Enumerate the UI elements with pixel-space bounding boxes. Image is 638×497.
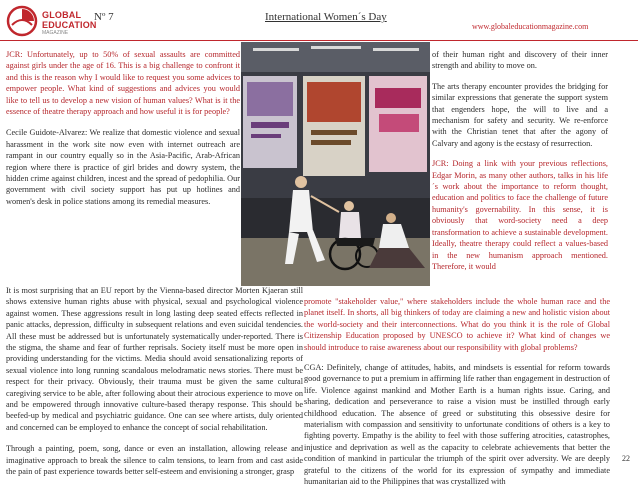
logo-line-magazine: MAGAZINE bbox=[42, 30, 69, 36]
logo-wordmark bbox=[42, 11, 97, 36]
left-column bbox=[6, 49, 240, 217]
header-divider bbox=[0, 40, 638, 41]
body-paragraph: It is most surprising that an EU report by the Vienna-based director Morten Kjaeran still shows extensive human rights abuse with physical, sexual and psychological violence against women. These aggressions result in long lasting deep seated effects reflected in panic attacks, depression, difficulty in subsequent relations and even suicidal tendencies. All these must be addressed but is unfortunately systematically under-reported. There is the stigma, the shame and fear of further reprisals. Society itself must be more open in providing understanding for the victims. Media should avoid sensationalizing reports of sexual violence into long running scandalous melodramatic news stories. There must be respect for their privacy. Obviously, their trauma must be given the same cultural caregiving service to be able, after following about their atrocious experience to move on and be empowered through innovative culture-based therapy response. This should be beefed-up by medical and psychiatric guidance. One can see where artists, duly oriented and concerned can be employed to enhance the concept of social rehabilitation. bbox=[6, 286, 303, 432]
theatre-photo-illustration bbox=[241, 42, 430, 286]
logo-line-global: GLOBAL bbox=[42, 10, 82, 20]
theatre-photo bbox=[241, 42, 430, 286]
left-lower-column bbox=[6, 285, 303, 488]
section-title[interactable]: International Women´s Day bbox=[265, 11, 387, 23]
global-education-logo[interactable] bbox=[6, 5, 97, 37]
page-header bbox=[0, 0, 638, 44]
body-paragraph: The arts therapy encounter provides the bridging for similar expressions that generate the support system that engenders hope, the will to live and a mechanism for safety and security. We re-enforce with the Christian tenet that after the agony of Calvary and agony is the ecstasy of resurrection. bbox=[432, 81, 608, 148]
question-paragraph: JCR: Doing a link with your previous reflections, Edgar Morin, as many other authors, talks in his life´s work about the importance to reform thought, education and politics to face the challenge of future humanity's governability. In this sense, it is obviously that word-society need a deep transformation to achieve a sustainable development. Ideally, theatre therapy could reflect a values-based in the new humanism approach mentioned. Therefore, it would bbox=[432, 159, 608, 271]
logo-icon bbox=[6, 5, 38, 37]
page-number: 22 bbox=[622, 454, 630, 463]
magazine-url[interactable]: www.globaleducationmagazine.com bbox=[472, 22, 589, 31]
right-column bbox=[432, 49, 608, 281]
right-lower-column bbox=[304, 296, 610, 497]
answer-paragraph: Cecile Guidote-Alvarez: We realize that domestic violence and sexual harassment in the work site now even with internet outreach are rampant in our country equally so in the Asia-Pacific, Arab-African region where there is practice of girl brides and dowry system, the hidden crime against children, incest and the spread of pedophilia. Our government with civil society support has put up hotlines and women's desk in police stations among its remedial measures. bbox=[6, 128, 240, 206]
answer-paragraph: CGA: Definitely, change of attitudes, habits, and mindsets is essential for reform towards good governance to put a premium in affirming life rather than engagement in destruction of life. Violence against mankind and Mother Earth is a human rights issue. Caring, and sharing, dedication and perseverance to raise a vision must be instilled through early childhood education. The absence of greed or substituting this obsessive desire for materialism with compassion and sensitivity to unfortunate conditions of others is a key to fighting poverty. Empathy is the ability to feel with those suffering atrocities, catastrophes, injustice and deprivation as well as the capacity to celebrate achievements that better the condition of mankind in particular the triumph of the spirit over adversity. We are deeply grateful to the citizens of the world for its expression of sympathy and immediate humanitarian aid to the Philippines that was crystallized with bbox=[304, 363, 610, 487]
logo-line-education: EDUCATION bbox=[42, 19, 97, 30]
question-paragraph: JCR: Unfortunately, up to 50% of sexual assaults are committed against girls under the age of 16. This is a big challenge to confront it and this is the reason why I would like to request you some advices to empower people. What kind of suggestions and advices you would like to tell us to develop a new vision of human values? What is it the essence of theatre therapy approach and how useful it is for people? bbox=[6, 50, 240, 117]
body-paragraph: Through a painting, poem, song, dance or even an installation, allowing release and imaginative approach to break the silence to calm tensions, to learn from and cast aside the pain of past experience towards better self-esteem and envisioning a stronger, grasp bbox=[6, 444, 303, 477]
body-paragraph: of their human right and discovery of their inner strength and ability to move on. bbox=[432, 50, 608, 71]
question-paragraph: promote "stakeholder value," where stakeholders include the whole human race and the planet itself. In shorts, all big thinkers of today are claiming a new and holistic vision about the world-society and their interconnections. What do you think it is the role of Global Citizenship Education proposed by UNESCO to achieve it? What kind of changes we should introduce to raise awareness about our responsibility with global problems? bbox=[304, 297, 610, 352]
issue-number: Nº 7 bbox=[94, 11, 114, 23]
